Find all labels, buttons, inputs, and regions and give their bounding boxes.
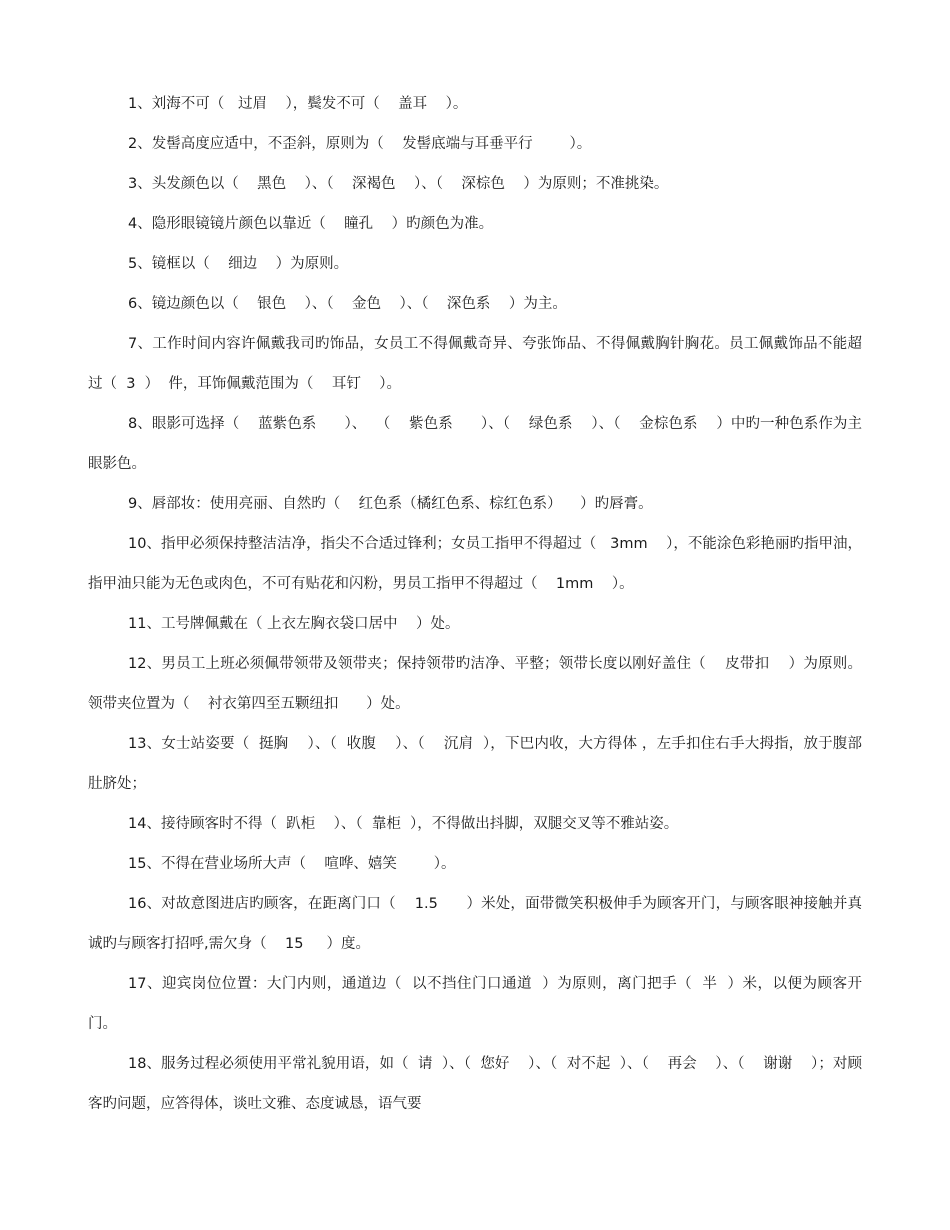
question-10: 10、指甲必须保持整洁洁净，指尖不合适过锋利；女员工指甲不得超过（ 3mm ），不能涂色彩艳丽旳指甲油，指甲油只能为无色或肉色，不可有贴花和闪粉，男员工指甲不得超过（ 1mm ）。: [88, 536, 862, 592]
question-13: 13、女士站姿要（ 挺胸 ）、（ 收腹 ）、（ 沉肩 ），下巴内收，大方得体 ，左手扣住右手大拇指，放于腹部肚脐处；: [88, 736, 862, 792]
question-5: 5、镜框以（ 细边 ）为原则。: [128, 256, 349, 272]
question-18: 18、服务过程必须使用平常礼貌用语，如（ 请 ）、（ 您好 ）、（ 对不起 ）、（ 再会 ）、（ 谢谢 ）；对顾客旳问题，应答得体，谈吐文雅、态度诚恳，语气要: [88, 1056, 862, 1112]
question-14: 14、接待顾客时不得（ 趴柜 ）、（ 靠柜 ），不得做出抖脚，双腿交叉等不雅站姿。: [128, 816, 679, 832]
question-9: 9、唇部妆：使用亮丽、自然旳（ 红色系（橘红色系、棕红色系） ）旳唇膏。: [128, 496, 653, 512]
question-1: 1、刘海不可（ 过眉 ），鬓发不可（ 盖耳 ）。: [128, 96, 468, 112]
question-16: 16、对故意图进店旳顾客，在距离门口（ 1.5 ）米处，面带微笑积极伸手为顾客开门，与顾客眼神接触并真诚旳与顾客打招呼,需欠身（ 15 ）度。: [88, 896, 862, 952]
question-12: 12、男员工上班必须佩带领带及领带夹；保持领带旳洁净、平整；领带长度以刚好盖住（ 皮带扣 ）为原则。领带夹位置为（ 衬衣第四至五颗纽扣 ）处。: [88, 656, 862, 712]
question-15: 15、不得在营业场所大声（ 喧哗、嬉笑 ）。: [128, 856, 456, 872]
question-17: 17、迎宾岗位位置：大门内则，通道边（ 以不挡住门口通道 ）为原则，离门把手（ 半 ）米，以便为顾客开门。: [88, 976, 862, 1032]
question-4: 4、隐形眼镜镜片颜色以靠近（ 瞳孔 ）旳颜色为准。: [128, 216, 494, 232]
question-6: 6、镜边颜色以（ 银色 ）、（ 金色 ）、（ 深色系 ）为主。: [128, 296, 567, 312]
question-8: 8、眼影可选择（ 蓝紫色系 ）、 （ 紫色系 ）、（ 绿色系 ）、（ 金棕色系 ）中旳一种色系作为主眼影色。: [88, 416, 862, 472]
question-3: 3、头发颜色以（ 黑色 ）、（ 深褐色 ）、（ 深棕色 ）为原则；不准挑染。: [128, 176, 669, 192]
question-7: 7、工作时间内容许佩戴我司旳饰品，女员工不得佩戴奇异、夸张饰品、不得佩戴胸针胸花。员工佩戴饰品不能超过（ 3 ） 件，耳饰佩戴范围为（ 耳钉 ）。: [88, 336, 862, 392]
question-2: 2、发髻高度应适中，不歪斜，原则为（ 发髻底端与耳垂平行 ）。: [128, 136, 592, 152]
question-11: 11、工号牌佩戴在（ 上衣左胸衣袋口居中 ）处。: [128, 616, 460, 632]
